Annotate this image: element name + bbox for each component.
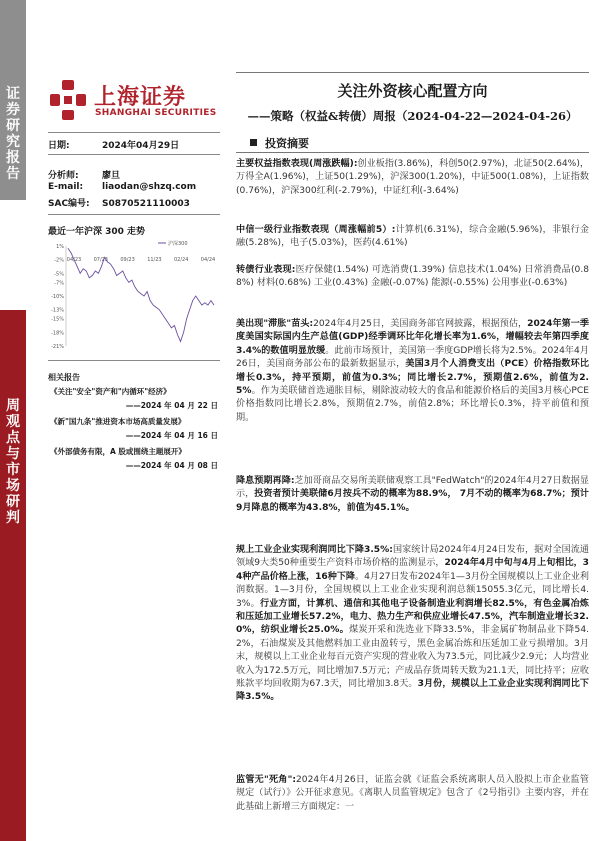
para-industry-text: 计算机(6.31%)，综合金融(5.96%)，非银行金融(5.28%)，电子(5.03%)，医药(4.61%) xyxy=(236,225,590,249)
related-report-item[interactable]: 《外部债务有限，A 股或围绕主题展开》 xyxy=(50,447,186,456)
para-index-performance-head: 主要权益指数表现(周涨跌幅): xyxy=(236,159,358,169)
para-industry-performance xyxy=(236,224,589,251)
meta-top-rule xyxy=(48,132,220,133)
para-stagflation-a: 2024年4月25日，美国商务部官网披露，根据预估， xyxy=(313,319,528,329)
y-tick-label: -2% xyxy=(54,257,64,264)
meta-date-value: 2024年04月29日 xyxy=(102,141,180,151)
title-top-rule xyxy=(236,72,589,73)
logo-mark-icon xyxy=(48,78,88,122)
y-tick-label: -21% xyxy=(51,344,64,350)
y-tick-label: -18% xyxy=(51,330,64,337)
company-logo xyxy=(48,78,223,126)
series-line-hs300 xyxy=(68,248,214,341)
side-label-bottom: 周观点与市场研判 xyxy=(6,398,20,526)
meta-email-value[interactable]: liaodan@shzq.com xyxy=(102,182,197,192)
meta-analyst-value: 廖旦 xyxy=(102,171,121,181)
y-tick-label: -13% xyxy=(51,307,64,314)
legend-label: 沪深300 xyxy=(168,241,188,247)
meta-sac xyxy=(48,196,190,209)
meta-date xyxy=(48,138,179,151)
section-rule xyxy=(236,152,589,153)
related-report-date: ——2024 年 04 月 16 日 xyxy=(125,431,218,440)
para-rate-cut-b: 投资者预计美联储6月按兵不动的概率为88.9%， 7月不动的概率为68.7%；预计9月降息的概率为43.8%，前值为45.1%。 xyxy=(236,489,589,513)
meta-bottom-rule xyxy=(48,214,220,215)
para-stagflation-e: 。作为美联储首选通胀目标，剔除波动较大的食品和能源价格后的美国3月核心PCE价格指数同比增长2.8%，预期值2.7%，前值2.8%；环比增长0.3%，持平前值和预期。 xyxy=(236,386,589,423)
para-index-performance xyxy=(236,158,589,198)
meta-sac-value: S0870521110003 xyxy=(102,199,190,209)
para-profit-c: 。4月27日发布2024年1—3月份全国规模以上工业企业利润数据。1—3月份，全国规模以上工业企业实现利润总额15055.3亿元，同比增长4.3%。 xyxy=(236,571,589,609)
index-chart-svg xyxy=(48,240,220,356)
related-reports-title: 相关报告 xyxy=(48,373,80,382)
meta-date-label: 日期: xyxy=(48,141,70,151)
section-heading xyxy=(236,135,589,153)
para-profit-head: 规上工业企业实现利润同比下降3.5%: xyxy=(236,545,393,555)
meta-email-label: E-mail: xyxy=(48,182,84,192)
y-tick-label: -15% xyxy=(51,316,64,323)
para-stagflation xyxy=(236,318,589,425)
x-tick-label: 02/24 xyxy=(173,257,189,263)
para-cb-head: 转债行业表现: xyxy=(236,265,296,275)
chart-bottom-rule xyxy=(48,360,220,361)
logo-chinese-name: 上海证券 xyxy=(94,85,187,110)
para-profit-e: 煤炭开采和洗选业下降33.5%，非金属矿物制品业下降54.2%，石油煤炭及其他燃料加工业由盈转亏，黑色金属冶炼和压延加工业亏损增加。3月末，规模以上工业企业每百元资产实现的营业收入为73.5元，同比减少2.9元；人均营业收入为172.5万元，同比增加7.5万元；产成品存货周转天数为21.1天，同比持平；应收账款平均回收期为67.3天，同比增加3.8天。 xyxy=(236,625,589,690)
x-tick-label: 04/24 xyxy=(200,257,216,263)
report-subtitle: ——策略（权益&转债）周报（2024-04-22—2024-04-26） xyxy=(247,109,578,123)
section-heading-label: 投资摘要 xyxy=(265,137,309,150)
related-report-date: ——2024 年 04 月 22 日 xyxy=(125,401,218,410)
para-profit-d: 行业方面，计算机、通信和其他电子设备制造业利润增长82.5%，有色金属冶炼和压延加工业增长57.2%，电力、热力生产和供应业增长47.5%，汽车制造业增长32.0%，纺织业增长25.0%。 xyxy=(236,598,589,636)
chart-title: 最近一年沪深 300 走势 xyxy=(48,227,146,237)
square-bullet-icon xyxy=(250,139,257,146)
para-stagflation-head: 美出现"滞胀"苗头: xyxy=(236,319,314,329)
related-report-item[interactable]: 《关注"安全"资产和"内循环"经济》 xyxy=(50,387,171,396)
para-cb-performance xyxy=(236,264,589,291)
meta-email xyxy=(48,182,196,192)
para-regulation xyxy=(236,774,589,814)
side-label-top: 证券研究报告 xyxy=(6,86,20,182)
x-tick-label: 07/23 xyxy=(93,257,109,263)
meta-mid-rule xyxy=(48,154,220,155)
y-tick-label: -10% xyxy=(51,294,64,300)
meta-analyst-label: 分析师: xyxy=(48,171,79,181)
para-regulation-text: 2024年4月26日，证监会就《证监会系统离职人员入股拟上市企业监管规定（试行）》公开征求意见。《离职人员监管规定》包含了《2号指引》主要内容，并在此基础上新增三方面规定：一 xyxy=(236,775,589,812)
para-index-performance-text: 创业板指(3.86%)，科创50(2.97%)，北证50(2.64%)，万得全A(1.96%)，上证50(1.29%)，沪深300(1.20%)，中证500(1.08%)，上证指数(0.76%)，沪深300红利(-2.79%)，中证红利(-3.64%) xyxy=(236,159,589,196)
para-rate-cut xyxy=(236,475,589,515)
y-tick-label: -7% xyxy=(54,280,64,287)
meta-analyst xyxy=(48,168,120,181)
report-title: 关注外资核心配置方向 xyxy=(337,82,488,100)
logo-english-name: SHANGHAI SECURITIES xyxy=(95,108,217,118)
side-band-bottom xyxy=(0,310,26,841)
para-industry-head: 中信一级行业指数表现（周涨幅前5）: xyxy=(236,225,396,235)
para-regulation-head: 监管无"死角": xyxy=(236,775,297,785)
para-rate-cut-a: 芝加哥商品交易所美联储观察工具"FedWatch"的2024年4月27日数据显示， xyxy=(236,476,590,500)
related-report-item[interactable]: 《新"国九条"推进资本市场高质量发展》 xyxy=(50,417,186,426)
para-profit-b: 2024年4月中旬与4月上旬相比，34种产品价格上涨，16种下降 xyxy=(236,558,590,582)
para-profit-f: 3月份，规模以上工业企业实现利润同比下降3.5%。 xyxy=(236,679,589,703)
para-stagflation-b: 2024年第一季度美国实际国内生产总值(GDP)经季调环比年化增长率为1.6%，增幅较去年第四季度3.4%的数值明显放缓 xyxy=(236,319,589,356)
index-chart xyxy=(48,240,220,356)
x-tick-label: 04/23 xyxy=(66,257,82,263)
para-industrial-profit xyxy=(236,544,589,705)
para-profit-a: 国家统计局2024年4月24日发布，据对全国流通领域9大类50种重要生产资料市场价格的监测显示， xyxy=(236,545,589,569)
para-rate-cut-head: 降息预期再降: xyxy=(236,476,295,486)
y-tick-label: -5% xyxy=(54,271,64,278)
related-report-date: ——2024 年 04 月 08 日 xyxy=(125,461,218,470)
para-cb-text: 医疗保健(1.54%) 可选消费(1.39%) 信息技术(1.04%) 日常消费品(0.88%) 材料(0.68%) 工业(0.43%) 金融(-0.07%) 能源(-0.55%) 公用事业(-0.63%) xyxy=(236,265,589,289)
meta-sac-label: SAC编号: xyxy=(48,199,90,209)
para-stagflation-d: 美国3月个人消费支出（PCE）价格指数环比增长0.3%，持平预期，前值为0.3%；同比增长2.7%，预期值2.6%，前值为2.5% xyxy=(236,359,589,397)
x-tick-label: 09/23 xyxy=(120,257,135,263)
x-tick-label: 11/23 xyxy=(147,257,162,263)
para-stagflation-c: 。此前市场预计，美国第一季度GDP增长将为2.5%。2024年4月26日，美国商务部公布的最新数据显示， xyxy=(236,345,589,370)
y-tick-label: 1% xyxy=(56,244,64,250)
